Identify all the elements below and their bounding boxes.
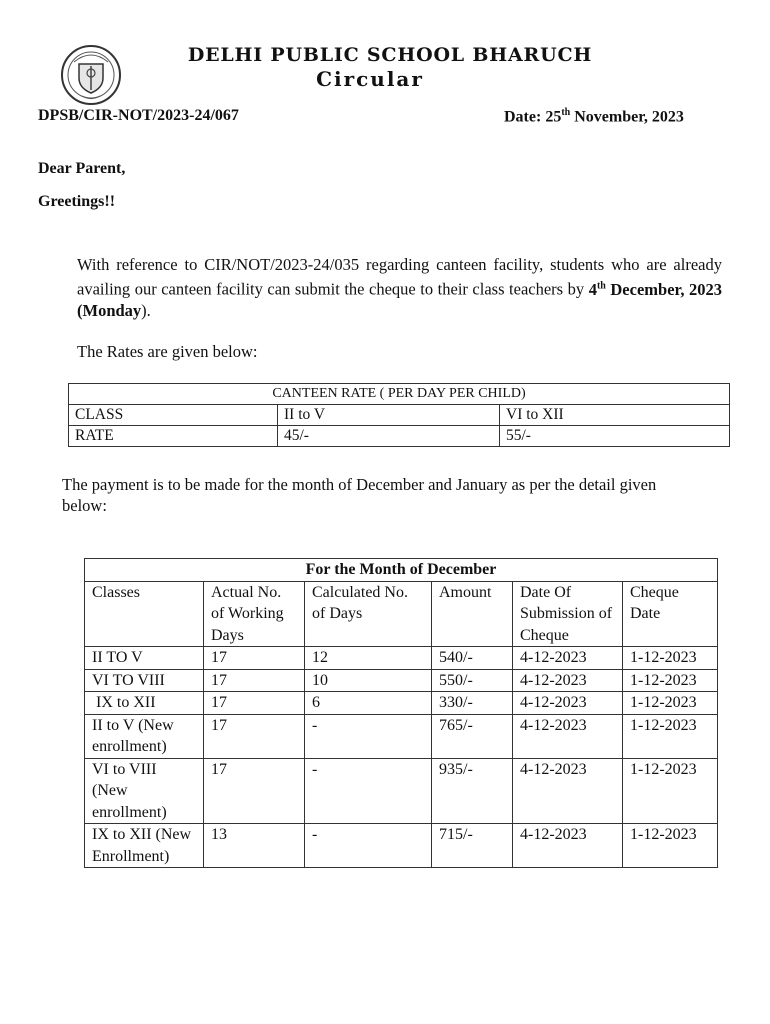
circular-title: Circular — [316, 67, 424, 91]
table-cell: 4-12-2023 — [513, 692, 623, 715]
table-cell: 12 — [305, 647, 432, 670]
payment-intro: The payment is to be made for the month of December and January as per the detail given below: — [62, 475, 657, 515]
table-cell: 1-12-2023 — [623, 714, 718, 758]
table-cell: 17 — [204, 692, 305, 715]
column-header: Date Of Submission of Cheque — [513, 581, 623, 647]
table-row — [85, 758, 718, 824]
december-payment-table — [84, 558, 718, 868]
table-cell: - — [305, 758, 432, 824]
rates-intro: The Rates are given below: — [77, 342, 258, 361]
table-row — [85, 824, 718, 868]
date-suffix: th — [561, 107, 571, 118]
table-header-row — [85, 581, 718, 647]
column-header: Calculated No. of Days — [305, 581, 432, 647]
table-cell: RATE — [69, 426, 278, 447]
column-header: Actual No. of Working Days — [204, 581, 305, 647]
table-title-row — [85, 559, 718, 582]
table-cell: CLASS — [69, 405, 278, 426]
circular-date — [504, 107, 684, 126]
table-cell: II to V (New enrollment) — [85, 714, 204, 758]
table-cell: 17 — [204, 714, 305, 758]
table-cell: 4-12-2023 — [513, 647, 623, 670]
body-paragraph — [77, 254, 722, 321]
school-emblem-icon — [60, 44, 122, 106]
table-cell: 765/- — [432, 714, 513, 758]
table-cell: 1-12-2023 — [623, 824, 718, 868]
table-cell: 45/- — [278, 426, 500, 447]
table-cell: II to V — [278, 405, 500, 426]
table-row — [69, 426, 730, 447]
table-cell: IX to XII — [85, 692, 204, 715]
table-cell: 17 — [204, 758, 305, 824]
deadline-suffix: th — [596, 280, 606, 291]
date-rest: November, 2023 — [570, 108, 684, 126]
date-label: Date: 25 — [504, 108, 562, 126]
column-header: Cheque Date — [623, 581, 718, 647]
greeting: Greetings!! — [38, 193, 116, 210]
table-cell: 17 — [204, 647, 305, 670]
column-header: Classes — [85, 581, 204, 647]
table-row — [85, 714, 718, 758]
school-name: DELHI PUBLIC SCHOOL BHARUCH — [187, 44, 593, 66]
table-cell: 550/- — [432, 669, 513, 692]
table-cell: 13 — [204, 824, 305, 868]
table-cell: 1-12-2023 — [623, 647, 718, 670]
table-cell: 4-12-2023 — [513, 714, 623, 758]
table-cell: 4-12-2023 — [513, 824, 623, 868]
table-cell: 1-12-2023 — [623, 692, 718, 715]
table-cell: II TO V — [85, 647, 204, 670]
deadline-rest: December, 2023 (Monday — [77, 279, 722, 320]
table-cell: 715/- — [432, 824, 513, 868]
table-cell: 1-12-2023 — [623, 758, 718, 824]
table-cell: 55/- — [500, 426, 730, 447]
rate-table-caption-row — [69, 384, 730, 405]
table-cell: 330/- — [432, 692, 513, 715]
table-cell: VI TO VIII — [85, 669, 204, 692]
table-row — [69, 405, 730, 426]
table-cell: VI to VIII (New enrollment) — [85, 758, 204, 824]
table-cell: 540/- — [432, 647, 513, 670]
table-row — [85, 647, 718, 670]
table-cell: 4-12-2023 — [513, 669, 623, 692]
table-row — [85, 692, 718, 715]
table-title: For the Month of December — [85, 559, 718, 582]
table-cell: 935/- — [432, 758, 513, 824]
table-row — [85, 669, 718, 692]
reference-number: DPSB/CIR-NOT/2023-24/067 — [38, 107, 239, 124]
rate-table-caption: CANTEEN RATE ( PER DAY PER CHILD) — [69, 384, 730, 405]
table-cell: - — [305, 714, 432, 758]
table-cell: 10 — [305, 669, 432, 692]
column-header: Amount — [432, 581, 513, 647]
deadline-day: 4 — [588, 279, 597, 299]
body-text: With reference to CIR/NOT/2023-24/035 regarding canteen facility, students who are already availing our canteen facility can submit the cheque to their class teachers by — [77, 255, 722, 299]
table-cell: 1-12-2023 — [623, 669, 718, 692]
salutation: Dear Parent, — [38, 160, 126, 177]
table-cell: IX to XII (New Enrollment) — [85, 824, 204, 868]
table-cell: 17 — [204, 669, 305, 692]
table-cell: 6 — [305, 692, 432, 715]
table-cell: 4-12-2023 — [513, 758, 623, 824]
canteen-rate-table — [68, 383, 730, 447]
table-cell: - — [305, 824, 432, 868]
table-cell: VI to XII — [500, 405, 730, 426]
body-text-end: ). — [141, 300, 151, 320]
